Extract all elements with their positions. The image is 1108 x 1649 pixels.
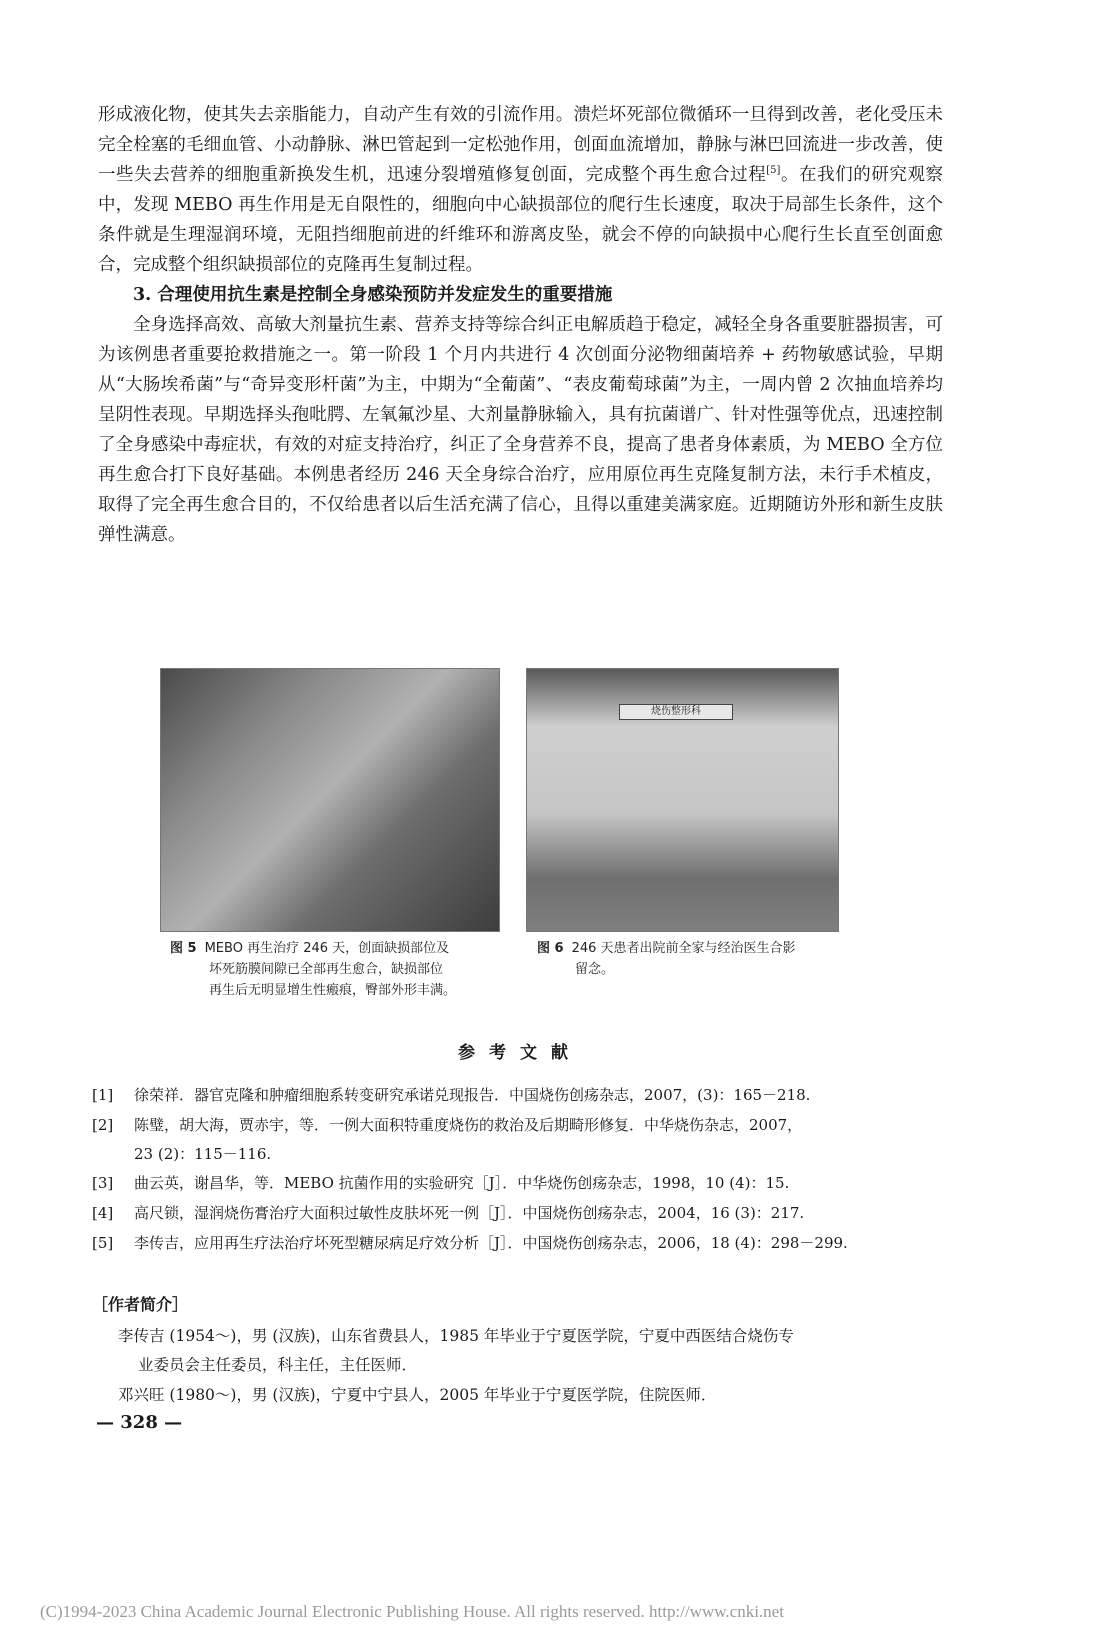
reference-item: [5] 李传吉，应用再生疗法治疗坏死型糖尿病足疗效分析［J］．中国烧伤创疡杂志，2006，18 (4)：298－299. xyxy=(92,1234,848,1252)
references-heading: 参考文献 xyxy=(458,1043,582,1063)
page-number: — 328 — xyxy=(96,1412,183,1433)
reference-item: [1] 徐荣祥．器官克隆和肿瘤细胞系转变研究承诺兑现报告．中国烧伤创疡杂志，2007，(3)：165－218. xyxy=(92,1086,811,1104)
author-bio: 李传吉 (1954～)，男 (汉族)，山东省费县人，1985 年毕业于宁夏医学院，宁夏中西医结合烧伤专 业委员会主任委员，科主任，主任医师． xyxy=(118,1327,794,1374)
copyright-footer: (C)1994-2023 China Academic Journal Electronic Publishing House. All rights reserved. http://www.cnki.net xyxy=(40,1602,784,1621)
figure-label: 图 5 xyxy=(170,941,197,956)
figure-5-photo xyxy=(160,668,500,932)
paragraph: 形成液化物，使其失去亲脂能力，自动产生有效的引流作用。溃烂坏死部位微循环一旦得到改善，老化受压未完全栓塞的毛细血管、小动静脉、淋巴管起到一定松弛作用，创面血流增加，静脉与淋巴回流进一步改善，使一些失去营养的细胞重新换发生机，迅速分裂增殖修复创面，完成整个再生愈合过程[5]。在我们的研究观察中，发现 MEBO 再生作用是无自限性的，细胞向中心缺损部位的爬行生长速度，取决于局部生长条件，这个条件就是生理湿润环境，无阻挡细胞前进的纤维环和游离皮坠，就会不停的向缺损中心爬行生长直至创面愈合，完成整个组织缺损部位的克隆再生复制过程。 xyxy=(98,105,944,275)
department-sign: 烧伤整形科 xyxy=(619,704,733,720)
author-bio: 邓兴旺 (1980～)，男 (汉族)，宁夏中宁县人，2005 年毕业于宁夏医学院，住院医师． xyxy=(118,1386,717,1404)
reference-item: [3] 曲云英，谢昌华，等．MEBO 抗菌作用的实验研究［J］．中华烧伤创疡杂志，1998，10 (4)：15. xyxy=(92,1174,790,1192)
reference-item: [2] 陈璧，胡大海，贾赤宇，等．一例大面积特重度烧伤的救治及后期畸形修复．中华烧伤杂志，2007， xyxy=(92,1116,803,1134)
figure-label: 图 6 xyxy=(537,941,564,956)
figure-6-photo xyxy=(526,668,839,932)
figure-5-caption: 图 5 MEBO 再生治疗 246 天，创面缺损部位及 坏死筋膜间隙已全部再生愈合，缺损部位 再生后无明显增生性瘢痕，臀部外形丰满。 xyxy=(170,941,457,998)
author-bio-heading: ［作者简介］ xyxy=(92,1295,189,1314)
reference-item: [4] 高尺锁，湿润烧伤膏治疗大面积过敏性皮肤坏死一例［J］．中国烧伤创疡杂志，2004，16 (3)：217. xyxy=(92,1204,805,1222)
section-heading: 3. 合理使用抗生素是控制全身感染预防并发症发生的重要措施 xyxy=(133,285,613,305)
article-body xyxy=(98,100,943,550)
reference-list xyxy=(92,1080,942,1258)
citation-marker: [5] xyxy=(766,165,781,177)
figure-6-caption: 图 6 246 天患者出院前全家与经治医生合影 留念。 xyxy=(537,941,796,977)
paragraph: 全身选择高效、高敏大剂量抗生素、营养支持等综合纠正电解质趋于稳定，减轻全身各重要脏器损害，可为该例患者重要抢救措施之一。第一阶段 1 个月内共进行 4 次创面分泌物细菌培养 + 药物敏感试验，早期从“大肠埃希菌”与“奇异变形杆菌”为主，中期为“全葡菌”、“表皮葡萄球菌”为主，一周内曾 2 次抽血培养均呈阴性表现。早期选择头孢吡腭、左氧氟沙星、大剂量静脉输入，具有抗菌谱广、针对性强等优点，迅速控制了全身感染中毒症状，有效的对症支持治疗，纠正了全身营养不良，提高了患者身体素质，为 MEBO 全方位再生愈合打下良好基础。本例患者经历 246 天全身综合治疗，应用原位再生克隆复制方法，未行手术植皮，取得了完全再生愈合目的，不仅给患者以后生活充满了信心，且得以重建美满家庭。近期随访外形和新生皮肤弹性满意。 xyxy=(98,315,943,545)
reference-continuation: 23 (2)：115－116. xyxy=(134,1145,272,1163)
